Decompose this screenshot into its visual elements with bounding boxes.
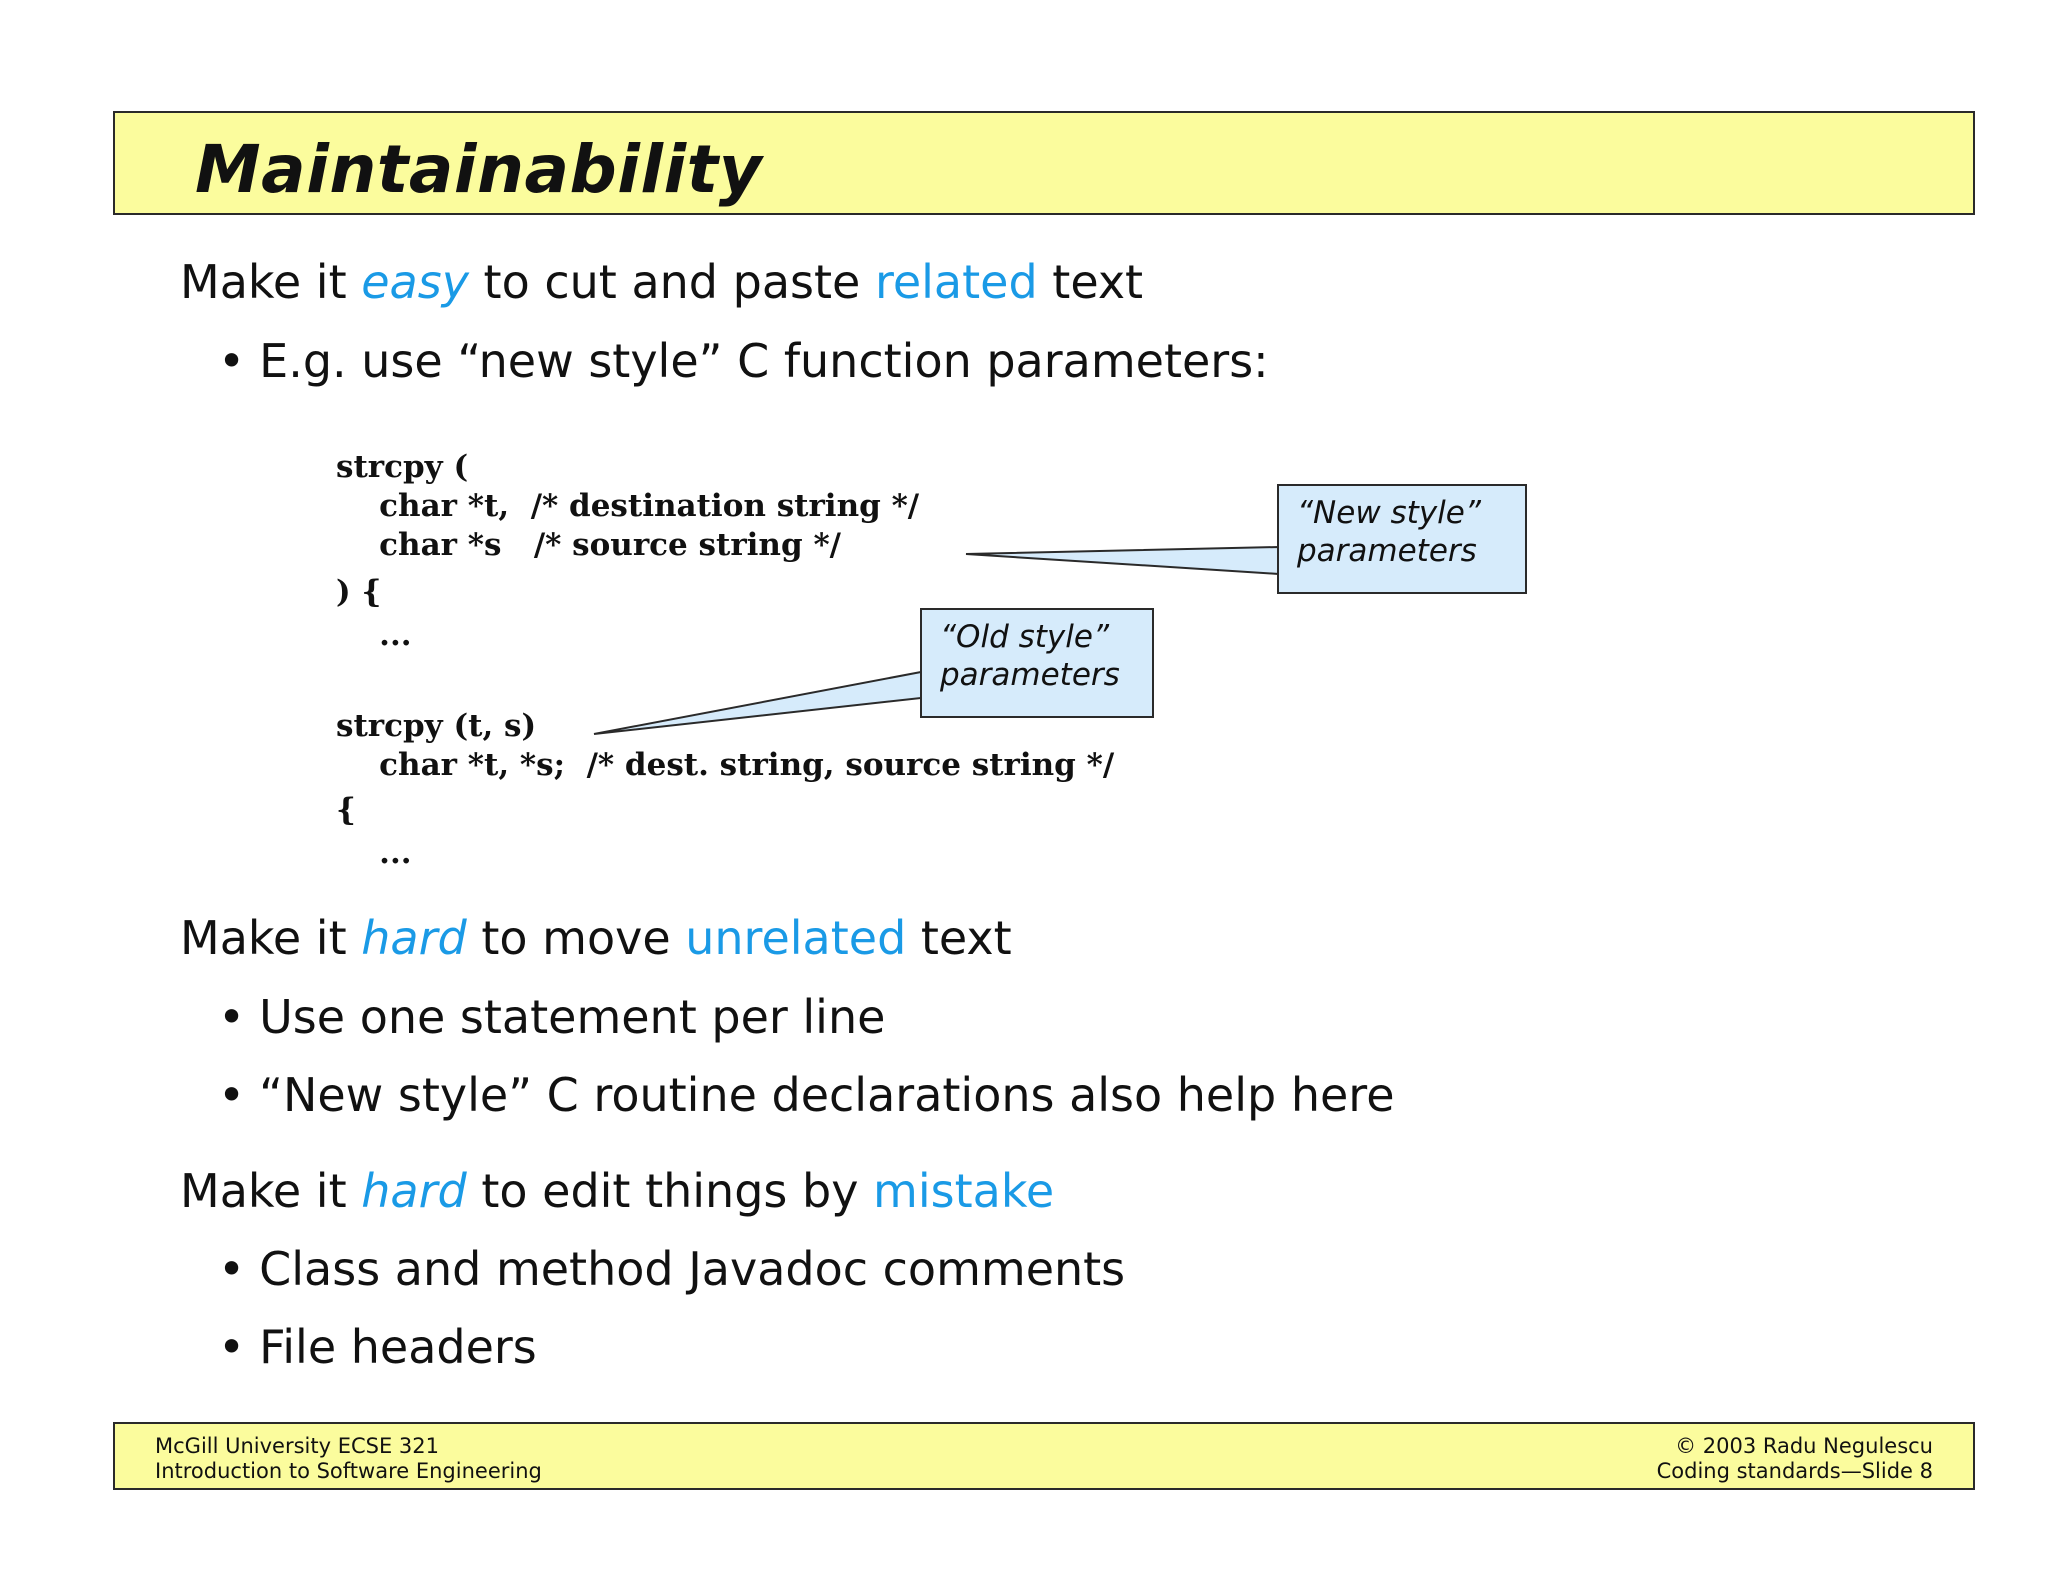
bullet-item (218, 334, 1269, 388)
bullet-icon: • (218, 1068, 246, 1122)
heading-text: Make it (180, 255, 362, 309)
code-block-old-style (336, 707, 1114, 873)
title-bar (113, 111, 1975, 215)
footer-bar (113, 1422, 1975, 1490)
callout-text: parameters (940, 657, 1120, 693)
callout-text: “New style” (1297, 495, 1481, 531)
heading-easy-cut-paste (180, 255, 1143, 309)
bullet-icon: • (218, 1320, 246, 1374)
footer-course-info (155, 1434, 542, 1484)
callout-text: “Old style” (940, 619, 1110, 655)
code-line: strcpy (t, s) (336, 708, 537, 744)
code-line: char *t, /* destination string */ (336, 488, 920, 524)
callout-new-style (1277, 484, 1527, 594)
code-line: char *t, *s; /* dest. string, source string */ (336, 747, 1115, 783)
bullet-text: “New style” C routine declarations also help here (259, 1068, 1395, 1122)
heading-text: text (1037, 255, 1144, 309)
heading-hard-move (180, 911, 1012, 965)
heading-hard-edit (180, 1164, 1054, 1218)
emphasis-word: hard (361, 911, 467, 965)
code-line: ... (336, 617, 412, 653)
heading-text: to cut and paste (468, 255, 875, 309)
footer-copyright: © 2003 Radu Negulescu (1675, 1434, 1933, 1458)
bullet-text: File headers (259, 1320, 537, 1374)
callout-old-style (920, 608, 1154, 718)
emphasis-word: easy (361, 255, 469, 309)
code-block-new-style (336, 448, 919, 655)
bullet-text: E.g. use “new style” C function parameters: (259, 334, 1269, 388)
footer-university: McGill University ECSE 321 (155, 1434, 440, 1458)
bullet-icon: • (218, 990, 246, 1044)
code-line: ) { (336, 574, 382, 610)
highlight-word: unrelated (685, 911, 907, 965)
highlight-word: mistake (873, 1164, 1055, 1218)
bullet-item (218, 1320, 537, 1374)
bullet-text: Use one statement per line (259, 990, 886, 1044)
bullet-icon: • (218, 334, 246, 388)
highlight-word: related (874, 255, 1038, 309)
bullet-item (218, 990, 885, 1044)
callout-text: parameters (1297, 533, 1477, 569)
bullet-item (218, 1068, 1395, 1122)
heading-text: to edit things by (466, 1164, 874, 1218)
heading-text: Make it (180, 1164, 362, 1218)
code-line: strcpy ( (336, 449, 469, 485)
new-style-pointer (966, 547, 1279, 574)
footer-slide-number: Coding standards—Slide 8 (1656, 1459, 1933, 1483)
emphasis-word: hard (361, 1164, 467, 1218)
code-line: ... (336, 835, 412, 871)
bullet-item (218, 1242, 1125, 1296)
slide-title: Maintainability (195, 131, 763, 208)
heading-text: to move (466, 911, 686, 965)
bullet-text: Class and method Javadoc comments (259, 1242, 1126, 1296)
footer-copyright-info (1657, 1434, 1933, 1484)
heading-text: text (906, 911, 1012, 965)
footer-course: Introduction to Software Engineering (155, 1459, 542, 1483)
bullet-icon: • (218, 1242, 246, 1296)
code-line: char *s /* source string */ (336, 527, 841, 563)
heading-text: Make it (180, 911, 362, 965)
code-line: { (336, 792, 356, 828)
